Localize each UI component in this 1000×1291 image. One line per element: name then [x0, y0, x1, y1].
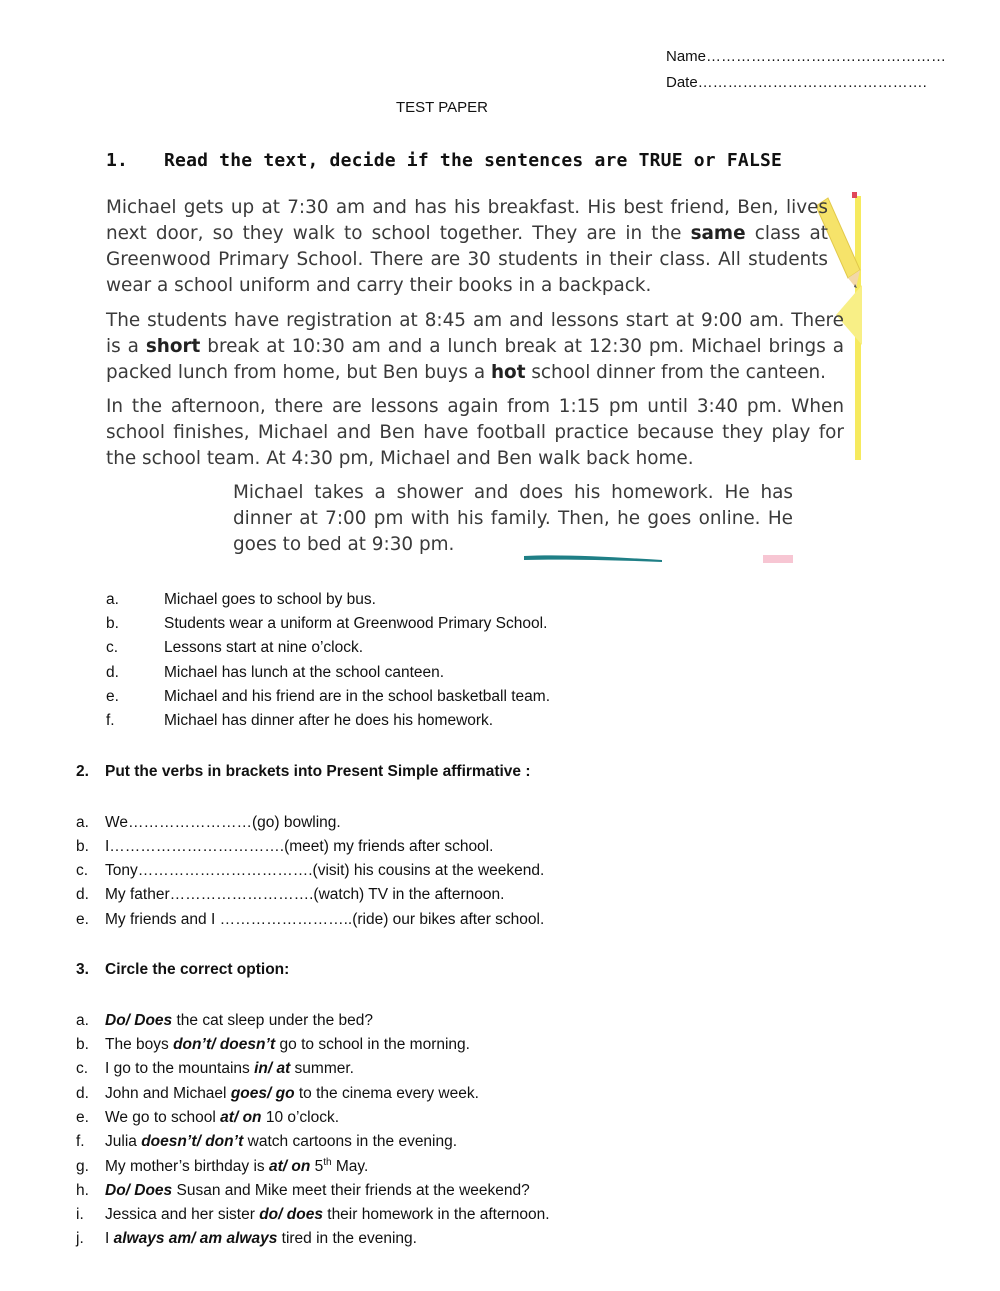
- statement-a: a. Michael goes to school by bus.: [106, 591, 376, 608]
- choice-option[interactable]: goes/ go: [230, 1085, 295, 1102]
- exercise-3-item-j: j. I always am/ am always tired in the evening.: [76, 1230, 417, 1247]
- choice-option[interactable]: doesn’t/ don’t: [141, 1133, 244, 1150]
- exercise-2-item-e: e. My friends and I ……………………..(ride) our bikes after school.: [76, 911, 545, 928]
- statement-d: d. Michael has lunch at the school canteen.: [106, 664, 445, 681]
- choice-option[interactable]: do/ does: [259, 1206, 323, 1223]
- name-field-line: Name…………………………………………: [666, 48, 947, 65]
- exercise-3-item-f: f. Julia doesn’t/ don’t watch cartoons in the evening.: [76, 1133, 458, 1150]
- page-title: TEST PAPER: [396, 99, 488, 116]
- choice-option[interactable]: don’t/ doesn’t: [173, 1036, 276, 1053]
- section-1-heading: [106, 150, 782, 171]
- decorative-pink-bar: [763, 555, 793, 563]
- exercise-3-item-g: g. My mother’s birthday is at/ on 5th May.: [76, 1157, 369, 1176]
- decorative-teal-stroke: [522, 553, 664, 563]
- statement-c: c. Lessons start at nine o’clock.: [106, 639, 364, 656]
- statement-e: e. Michael and his friend are in the school basketball team.: [106, 688, 550, 705]
- section-1-number: 1.: [106, 150, 129, 171]
- exercise-3-item-a: a. Do/ Does the cat sleep under the bed?: [76, 1012, 373, 1029]
- exercise-3-item-e: e. We go to school at/ on 10 o’clock.: [76, 1109, 340, 1126]
- exercise-2-item-b: b. I…………………………….(meet) my friends after school.: [76, 838, 494, 855]
- reading-paragraph-4: Michael takes a shower and does his homework. He has dinner at 7:00 pm with his family. Then, he goes online. He goes to bed at 9:30 pm.: [233, 482, 793, 555]
- exercise-3-item-c: c. I go to the mountains in/ at summer.: [76, 1060, 354, 1077]
- reading-paragraph-1: Michael gets up at 7:30 am and has his breakfast. His best friend, Ben, lives next door, so they walk to school together. They are in the same class at Greenwood Primary School. There are 30 students in their class. All students wear a school uniform and carry their books in a backpack.: [106, 197, 828, 296]
- section-3-heading: 3. Circle the correct option:: [76, 961, 290, 978]
- section-2-heading: 2. Put the verbs in brackets into Present Simple affirmative :: [76, 763, 531, 780]
- choice-option[interactable]: in/ at: [254, 1060, 291, 1077]
- exercise-2-item-a: a. We……………………(go) bowling.: [76, 814, 341, 831]
- choice-option[interactable]: at/ on: [220, 1109, 262, 1126]
- section-1-instruction: Read the text, decide if the sentences are TRUE or FALSE: [164, 150, 783, 171]
- date-field-line: Date……………………………………….: [666, 74, 927, 91]
- statement-b: b. Students wear a uniform at Greenwood Primary School.: [106, 615, 548, 632]
- choice-option[interactable]: always am/ am always: [113, 1230, 278, 1247]
- exercise-3-item-h: h. Do/ Does Susan and Mike meet their friends at the weekend?: [76, 1182, 530, 1199]
- exercise-2-item-c: c. Tony…………………………….(visit) his cousins at the weekend.: [76, 862, 545, 879]
- exercise-3-item-d: d. John and Michael goes/ go to the cinema every week.: [76, 1085, 479, 1102]
- choice-option[interactable]: at/ on: [268, 1158, 311, 1176]
- exercise-2-item-d: d. My father……………………….(watch) TV in the afternoon.: [76, 886, 505, 903]
- reading-paragraph-3: In the afternoon, there are lessons again from 1:15 pm until 3:40 pm. When school finishes, Michael and Ben have football practice because they play for the school team. At 4:30 pm, Michael and Ben walk back home.: [106, 396, 844, 469]
- statement-f: f. Michael has dinner after he does his homework.: [106, 712, 494, 729]
- reading-paragraph-2: The students have registration at 8:45 am and lessons start at 9:00 am. There is a short break at 10:30 am and a lunch break at 12:30 pm. Michael brings a packed lunch from home, but Ben buys a hot school dinner from the canteen.: [106, 310, 844, 383]
- choice-option[interactable]: Do/ Does: [105, 1012, 173, 1029]
- exercise-3-item-i: i. Jessica and her sister do/ does their homework in the afternoon.: [76, 1206, 550, 1223]
- choice-option[interactable]: Do/ Does: [105, 1182, 173, 1199]
- exercise-3-item-b: b. The boys don’t/ doesn’t go to school in the morning.: [76, 1036, 470, 1053]
